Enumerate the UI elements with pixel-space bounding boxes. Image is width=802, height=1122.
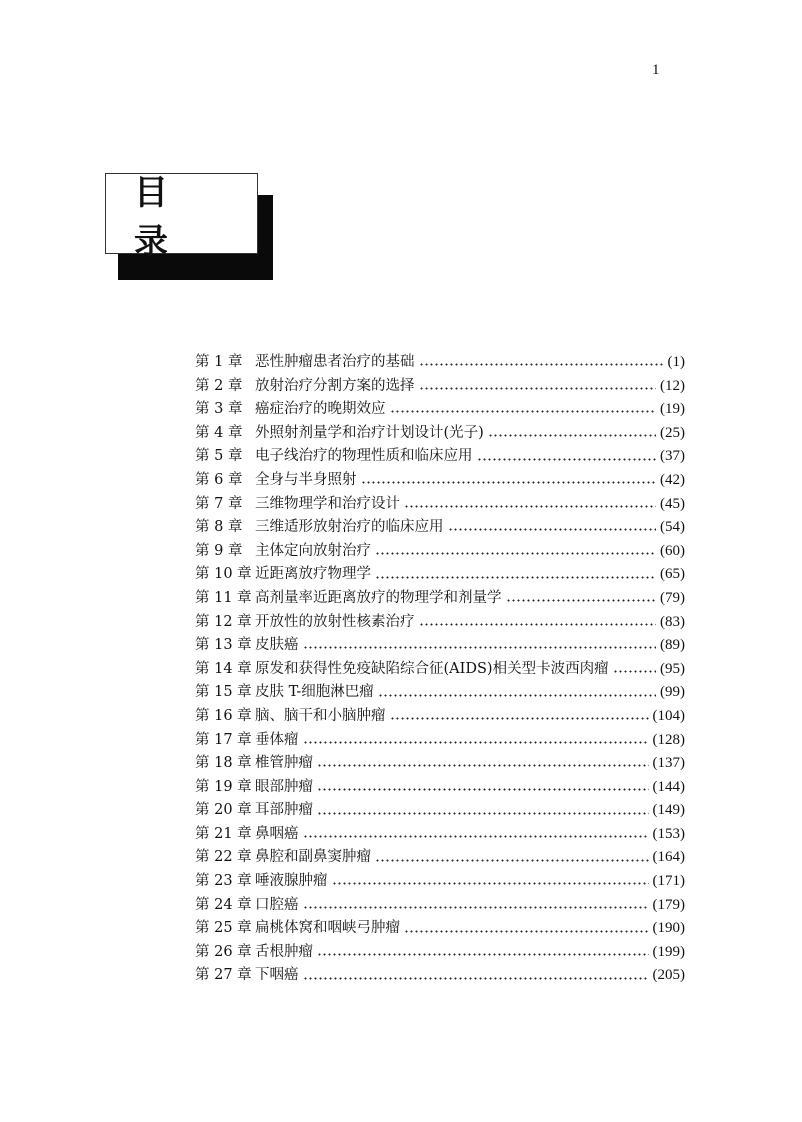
toc-entry[interactable] (195, 610, 685, 634)
chapter-title: 三维物理学和治疗设计 (255, 495, 400, 512)
page-ref: (95) (660, 660, 685, 677)
chapter-number: 第 1 章 (195, 354, 243, 370)
chapter-title: 高剂量率近距离放疗的物理学和剂量学 (255, 589, 502, 606)
page-ref: (128) (652, 731, 685, 748)
toc-entry[interactable] (195, 822, 685, 846)
dot-leader (332, 882, 649, 885)
chapter-number: 第 18 章 (195, 755, 252, 772)
chapter-number: 第 21 章 (195, 825, 252, 842)
page-ref: (149) (652, 802, 685, 819)
toc-entry[interactable] (195, 397, 685, 421)
chapter-number: 第 4 章 (195, 424, 243, 441)
chapter-title: 皮肤癌 (255, 637, 299, 654)
toc-entry[interactable] (195, 963, 685, 987)
chapter-number: 第 2 章 (195, 377, 243, 394)
page-ref: (99) (660, 684, 685, 701)
chapter-number: 第 9 章 (195, 542, 243, 559)
chapter-number: 第 5 章 (195, 448, 243, 465)
page-ref: (144) (652, 778, 685, 795)
chapter-title: 全身与半身照射 (255, 471, 357, 488)
page-ref: (199) (652, 943, 685, 960)
page-ref: (79) (660, 589, 685, 606)
dot-leader (477, 458, 657, 461)
toc-entry[interactable] (195, 444, 685, 468)
toc-entry[interactable] (195, 869, 685, 893)
chapter-title: 鼻腔和副鼻窦肿瘤 (255, 849, 371, 866)
chapter-title: 癌症治疗的晚期效应 (255, 401, 386, 418)
chapter-title: 放射治疗分割方案的选择 (255, 377, 415, 394)
dot-leader (419, 623, 657, 626)
chapter-title: 口腔癌 (255, 896, 299, 913)
dot-leader (317, 788, 649, 791)
dot-leader (419, 387, 657, 390)
toc-entry[interactable] (195, 539, 685, 563)
toc-entry[interactable] (195, 468, 685, 492)
page-ref: (171) (652, 873, 685, 890)
heading-box (105, 172, 258, 262)
toc-entry[interactable] (195, 845, 685, 869)
toc-entry[interactable] (195, 704, 685, 728)
page-ref: (37) (660, 448, 685, 465)
dot-leader (404, 505, 656, 508)
page-ref: (179) (652, 896, 685, 913)
dot-leader (390, 410, 657, 413)
chapter-title: 恶性肿瘤患者治疗的基础 (255, 354, 415, 370)
dot-leader (506, 599, 657, 602)
dot-leader (613, 670, 656, 673)
page-ref: (89) (660, 637, 685, 654)
chapter-number: 第 27 章 (195, 967, 252, 984)
chapter-title: 电子线治疗的物理性质和临床应用 (255, 448, 473, 465)
chapter-number: 第 24 章 (195, 896, 252, 913)
chapter-number: 第 3 章 (195, 401, 243, 418)
toc-entry[interactable] (195, 728, 685, 752)
chapter-title: 唾液腺肿瘤 (255, 873, 328, 890)
chapter-title: 下咽癌 (255, 967, 299, 984)
toc-entry[interactable] (195, 680, 685, 704)
page-heading: 目 录 (134, 172, 196, 262)
page-ref: (164) (652, 849, 685, 866)
toc-entry[interactable] (195, 586, 685, 610)
toc-entry[interactable] (195, 421, 685, 445)
chapter-title: 近距离放疗物理学 (255, 566, 371, 583)
page-ref: (65) (660, 566, 685, 583)
chapter-title: 开放性的放射性核素治疗 (255, 613, 415, 630)
chapter-number: 第 15 章 (195, 684, 252, 701)
chapter-number: 第 12 章 (195, 613, 252, 630)
chapter-title: 三维适形放射治疗的临床应用 (255, 519, 444, 536)
toc-entry[interactable] (195, 798, 685, 822)
chapter-title: 外照射剂量学和治疗计划设计(光子) (255, 424, 484, 441)
toc-entry[interactable] (195, 657, 685, 681)
dot-leader (317, 812, 649, 815)
dot-leader (488, 434, 656, 437)
page-ref: (153) (652, 825, 685, 842)
toc-entry[interactable] (195, 940, 685, 964)
chapter-number: 第 22 章 (195, 849, 252, 866)
dot-leader (419, 363, 664, 366)
chapter-number: 第 19 章 (195, 778, 252, 795)
page-ref: (205) (652, 967, 685, 984)
dot-leader (317, 953, 649, 956)
dot-leader (303, 646, 657, 649)
chapter-number: 第 25 章 (195, 920, 252, 937)
chapter-number: 第 26 章 (195, 943, 252, 960)
dot-leader (303, 741, 649, 744)
chapter-number: 第 6 章 (195, 471, 243, 488)
table-of-contents (195, 350, 685, 987)
dot-leader (375, 552, 656, 555)
dot-leader (303, 906, 649, 909)
toc-entry[interactable] (195, 751, 685, 775)
chapter-title: 眼部肿瘤 (255, 778, 313, 795)
page-ref: (19) (660, 401, 685, 418)
toc-entry[interactable] (195, 515, 685, 539)
page-ref: (54) (660, 519, 685, 536)
page-ref: (45) (660, 495, 685, 512)
chapter-title: 扁桃体窝和咽峡弓肿瘤 (255, 920, 400, 937)
dot-leader (378, 694, 656, 697)
chapter-title: 舌根肿瘤 (255, 943, 313, 960)
chapter-title: 原发和获得性免疫缺陷综合征(AIDS)相关型卡波西肉瘤 (255, 660, 609, 677)
chapter-number: 第 13 章 (195, 637, 252, 654)
dot-leader (448, 528, 657, 531)
chapter-title: 主体定向放射治疗 (255, 542, 371, 559)
chapter-number: 第 7 章 (195, 495, 243, 512)
chapter-number: 第 10 章 (195, 566, 252, 583)
toc-entry[interactable] (195, 916, 685, 940)
chapter-title: 皮肤 T-细胞淋巴瘤 (255, 684, 374, 701)
toc-entry[interactable] (195, 374, 685, 398)
toc-entry[interactable] (195, 350, 685, 374)
toc-entry[interactable] (195, 775, 685, 799)
page-ref: (12) (660, 377, 685, 394)
chapter-number: 第 8 章 (195, 519, 243, 536)
chapter-title: 椎管肿瘤 (255, 755, 313, 772)
dot-leader (390, 717, 649, 720)
dot-leader (375, 576, 656, 579)
chapter-number: 第 11 章 (195, 589, 252, 606)
dot-leader (404, 930, 649, 933)
page-ref: (104) (652, 707, 685, 724)
page-ref: (60) (660, 542, 685, 559)
page-ref: (25) (660, 424, 685, 441)
chapter-title: 垂体瘤 (255, 731, 299, 748)
dot-leader (303, 977, 649, 980)
chapter-number: 第 17 章 (195, 731, 252, 748)
chapter-title: 耳部肿瘤 (255, 802, 313, 819)
toc-entry[interactable] (195, 562, 685, 586)
page-number: 1 (652, 62, 660, 78)
page-ref: (83) (660, 613, 685, 630)
dot-leader (317, 764, 649, 767)
toc-entry[interactable] (195, 633, 685, 657)
toc-entry[interactable] (195, 893, 685, 917)
page-ref: (42) (660, 471, 685, 488)
chapter-number: 第 16 章 (195, 707, 252, 724)
chapter-title: 鼻咽癌 (255, 825, 299, 842)
chapter-number: 第 14 章 (195, 660, 252, 677)
chapter-title: 脑、脑干和小脑肿瘤 (255, 707, 386, 724)
dot-leader (303, 835, 649, 838)
toc-entry[interactable] (195, 492, 685, 516)
page-ref: (137) (652, 755, 685, 772)
dot-leader (361, 481, 657, 484)
page-ref: (1) (667, 354, 685, 370)
page-ref: (190) (652, 920, 685, 937)
chapter-number: 第 23 章 (195, 873, 252, 890)
chapter-number: 第 20 章 (195, 802, 252, 819)
dot-leader (375, 859, 649, 862)
